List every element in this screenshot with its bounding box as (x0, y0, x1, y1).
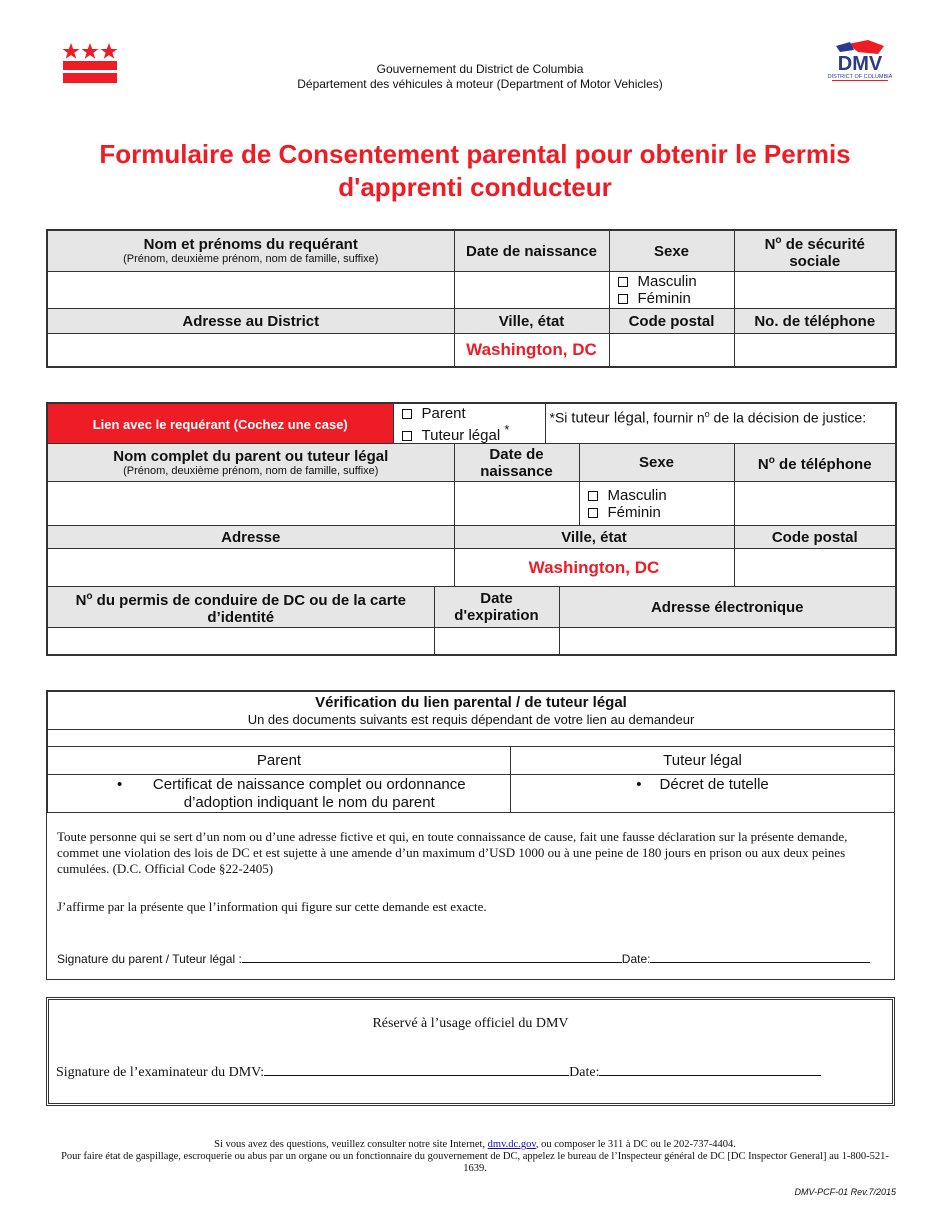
guardian-city-value: Washington, DC (454, 549, 734, 587)
applicant-zip-input[interactable] (609, 334, 734, 367)
footer-line-2: Pour faire état de gaspillage, escroquerie ou abus par un organe ou un fonctionnaire du gouvernement de DC, appelez le bureau de l’Inspecteur général de DC [DC Inspector General] au 1-800-521-1639. (61, 1151, 889, 1174)
verification-spacer (48, 730, 895, 747)
relation-label: Lien avec le requérant (Cochez une case) (47, 403, 393, 446)
relation-table (46, 402, 897, 446)
checkbox-icon[interactable] (588, 508, 598, 518)
email-header: Adresse électronique (559, 587, 896, 628)
footer (50, 1139, 900, 1175)
license-rest: du permis de conduire de DC ou de la carte d’identité (92, 592, 406, 626)
verification-header (48, 692, 895, 730)
parent-signature-line (57, 951, 870, 966)
guardian-address-input[interactable] (47, 549, 454, 587)
ssn-n: N (764, 236, 776, 253)
applicant-sex-options (609, 272, 734, 309)
guardian-sex-female-label: Féminin (607, 503, 661, 521)
guardian-phone-input[interactable] (734, 482, 896, 526)
guardian-city-header: Ville, état (454, 526, 734, 549)
email-input[interactable] (559, 628, 896, 655)
guardian-name-header (47, 444, 454, 482)
applicant-sex-female-label: Féminin (637, 290, 691, 307)
ssn-o: o (775, 235, 782, 246)
guardian-sex-female[interactable] (588, 504, 730, 521)
verification-title: Vérification du lien parental / de tuteur légal (315, 693, 627, 711)
guardian-sex-male[interactable] (588, 487, 730, 504)
applicant-ssn-header (734, 230, 896, 272)
examiner-signature-field[interactable] (264, 1064, 569, 1076)
relation-parent-label: Parent (421, 405, 466, 422)
court-note-o: o (704, 409, 710, 419)
applicant-sex-male-label: Masculin (637, 273, 697, 290)
guardian-name-input[interactable] (47, 482, 454, 526)
verification-section (46, 690, 895, 980)
guardian-zip-input[interactable] (734, 549, 896, 587)
applicant-city-value: Washington, DC (454, 334, 609, 367)
checkbox-icon[interactable] (618, 294, 628, 304)
dmv-logo-icon (828, 40, 892, 82)
relation-guardian-star: * (504, 423, 510, 437)
applicant-dob-header: Date de naissance (454, 230, 609, 272)
examiner-date-label: Date: (569, 1065, 600, 1080)
verification-col-parent: Parent (48, 747, 511, 775)
checkbox-icon[interactable] (588, 491, 598, 501)
license-n: N (75, 592, 87, 609)
guardian-sex-male-label: Masculin (607, 486, 667, 504)
guardian-dob-header: Date de naissance (454, 444, 579, 482)
applicant-zip-header: Code postal (609, 309, 734, 334)
relation-guardian-option[interactable] (402, 422, 541, 444)
applicant-name-label: Nom et prénoms du requérant (143, 236, 358, 253)
parent-signature-label: Signature du parent / Tuteur légal : (57, 952, 242, 966)
applicant-address-input[interactable] (47, 334, 454, 367)
agency-header (200, 62, 760, 92)
applicant-phone-input[interactable] (734, 334, 896, 367)
applicant-phone-header: No. de téléphone (734, 309, 896, 334)
verification-guardian-doc (511, 775, 895, 813)
dmv-logo-text: DMV (837, 53, 883, 75)
applicant-ssn-input[interactable] (734, 272, 896, 309)
license-table (46, 586, 897, 656)
applicant-address-header: Adresse au District (47, 309, 454, 334)
court-note-b: tuteur légal (571, 409, 646, 427)
guardian-phone-o: o (768, 455, 775, 466)
footer-line-1a: Si vous avez des questions, veuillez consulter notre site Internet, (214, 1139, 488, 1150)
applicant-city-header: Ville, état (454, 309, 609, 334)
checkbox-icon[interactable] (402, 431, 412, 441)
guardian-phone-n: N (757, 456, 769, 473)
checkbox-icon[interactable] (618, 277, 628, 287)
guardian-sex-options (579, 482, 734, 526)
guardian-table (46, 443, 897, 587)
applicant-name-sub: (Prénom, deuxième prénom, nom de famille, suffixe) (123, 253, 379, 265)
license-expiry-header: Date d'expiration (434, 587, 559, 628)
license-number-header (47, 587, 434, 628)
guardian-phone-header (734, 444, 896, 482)
examiner-signature-label: Signature de l’examinateur du DMV: (56, 1065, 265, 1080)
guardian-name-label: Nom complet du parent ou tuteur légal (113, 447, 389, 465)
license-number-input[interactable] (47, 628, 434, 655)
checkbox-icon[interactable] (402, 409, 412, 419)
parent-date-label: Date: (621, 952, 651, 966)
parent-doc-text: Certificat de naissance complet ou ordonnance d’adoption indiquant le nom du parent (152, 775, 466, 811)
applicant-sex-female[interactable] (618, 290, 730, 307)
dmv-logo (828, 40, 892, 82)
penalty-text: Toute personne qui se sert d’un nom ou d’une adresse fictive et qui, en toute connaissance de cause, fait une fausse déclaration sur la présente demande, commet une violation des lois de DC et est sujette à une amende d’un maximum d’USD 1000 ou à une peine de 180 jours en prison ou aux deux peines cumulées. (D.C. Official Code §22-2405) (57, 829, 848, 876)
official-use-section (46, 997, 895, 1106)
applicant-sex-header: Sexe (609, 230, 734, 272)
affirm-text: J’affirme par la présente que l’information qui figure sur cette demande est exacte. (57, 899, 487, 914)
verification-table (47, 691, 895, 813)
license-expiry-input[interactable] (434, 628, 559, 655)
guardian-address-header: Adresse (47, 526, 454, 549)
applicant-sex-male[interactable] (618, 273, 730, 290)
license-o: o (86, 591, 93, 602)
agency-line-2: Département des véhicules à moteur (Department of Motor Vehicles) (297, 77, 663, 91)
bullet-icon: • (117, 775, 123, 793)
footer-line-1 (50, 1139, 900, 1151)
dmv-website-link[interactable]: dmv.dc.gov (487, 1139, 536, 1150)
title-line-1: Formulaire de Consentement parental pour obtenir le Permis (99, 139, 851, 169)
court-note-a: *Si (549, 409, 572, 426)
applicant-dob-input[interactable] (454, 272, 609, 309)
guardian-phone-rest: de téléphone (774, 456, 872, 473)
official-title: Réservé à l’usage officiel du DMV (372, 1016, 569, 1031)
examiner-signature-line (56, 1064, 821, 1081)
applicant-table (46, 229, 897, 368)
court-note-d: de la décision de justice: (709, 409, 867, 426)
title-line-2: d'apprenti conducteur (338, 172, 612, 202)
guardian-dob-input[interactable] (454, 482, 579, 526)
guardian-sex-header: Sexe (579, 444, 734, 482)
court-note-c: , fournir n (645, 409, 705, 426)
agency-line-1: Gouvernement du District de Columbia (376, 62, 584, 76)
guardian-zip-header: Code postal (734, 526, 896, 549)
form-number: DMV-PCF-01 Rev.7/2015 (794, 1187, 896, 1197)
parent-date-field[interactable] (650, 951, 870, 963)
ssn-rest: de sécurité sociale (781, 236, 865, 270)
bullet-icon: • (636, 776, 642, 793)
applicant-name-input[interactable] (47, 272, 454, 309)
applicant-name-header (47, 230, 454, 272)
footer-line-1b: , ou composer le 311 à DC ou le 202-737-4404. (535, 1139, 736, 1150)
examiner-date-field[interactable] (599, 1064, 821, 1076)
verification-subtitle: Un des documents suivants est requis dépendant de votre lien au demandeur (247, 711, 695, 727)
verification-col-guardian: Tuteur légal (511, 747, 895, 775)
dc-flag-icon (62, 42, 118, 84)
verification-parent-doc (48, 775, 511, 813)
relation-guardian-label: Tuteur légal (421, 427, 501, 444)
parent-signature-field[interactable] (242, 951, 622, 963)
dmv-logo-sub: DISTRICT OF COLUMBIA (828, 74, 892, 80)
court-decision-field[interactable] (545, 403, 896, 446)
guardian-doc-text: Décret de tutelle (659, 776, 769, 793)
guardian-name-sub: (Prénom, deuxième prénom, nom de famille, suffixe) (123, 464, 379, 477)
relation-options (393, 403, 545, 446)
page-title (40, 138, 910, 204)
relation-parent-option[interactable] (402, 405, 541, 422)
